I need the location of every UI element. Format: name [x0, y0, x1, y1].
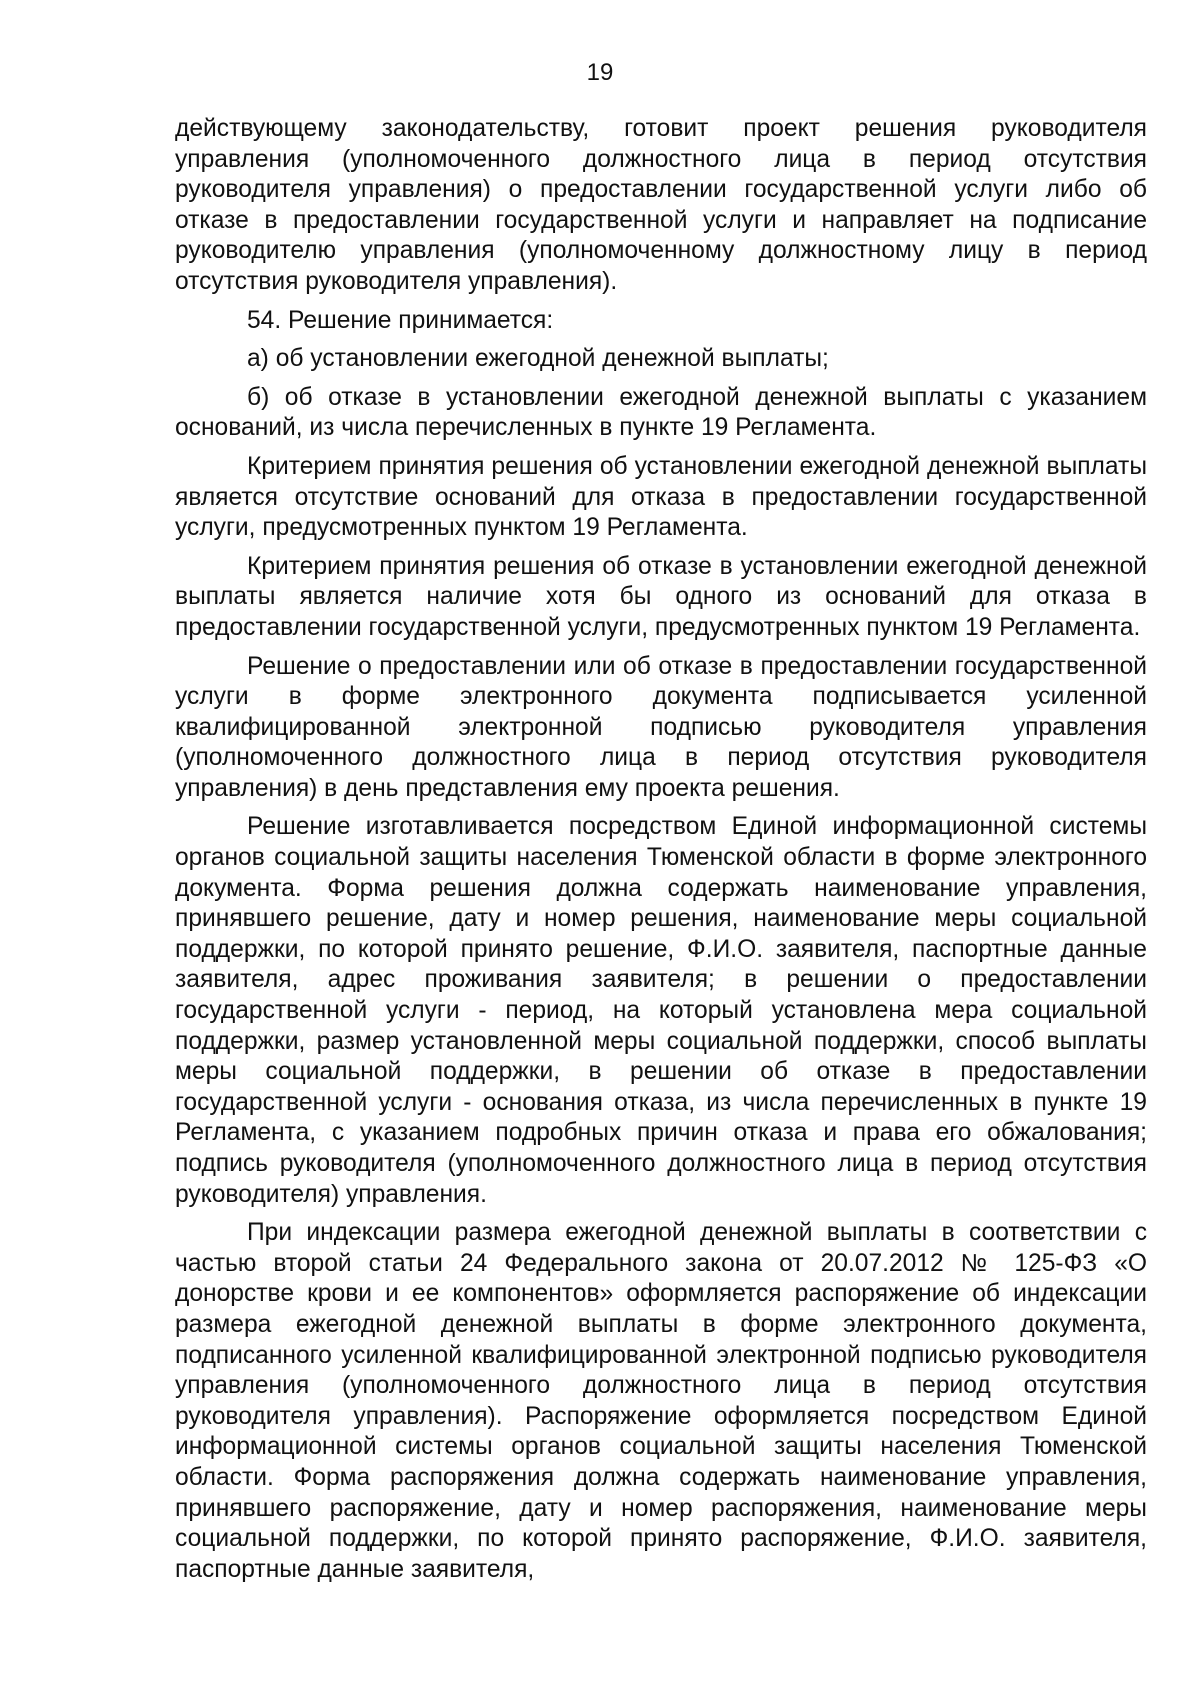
paragraph-criterion-refusal: Критерием принятия решения об отказе в установлении ежегодной денежной выплаты является наличие хотя бы одного из оснований для отказа в предоставлении государственной услуги, предусмотренных пунктом 19 Регламента.: [175, 552, 1147, 641]
paragraph-item-54: 54. Решение принимается:: [247, 306, 554, 334]
paragraph-subitem-a: а) об установлении ежегодной денежной выплаты;: [247, 345, 829, 373]
paragraph-subitem-b: б) об отказе в установлении ежегодной денежной выплаты с указанием оснований, из числа перечисленных в пункте 19 Регламента.: [175, 383, 1147, 442]
document-body: [175, 114, 1147, 1593]
paragraph-criterion-approval: Критерием принятия решения об установлении ежегодной денежной выплаты является отсутствие оснований для отказа в предоставлении государственной услуги, предусмотренных пунктом 19 Регламента.: [175, 452, 1147, 542]
paragraph-decision-form: Решение изготавливается посредством Единой информационной системы органов социальной защиты населения Тюменской области в форме электронного документа. Форма решения должна содержать наименование управления, принявшего решение, дату и номер решения, наименование меры социальной поддержки, по которой принято решение, Ф.И.О. заявителя, паспортные данные заявителя, адрес проживания заявителя; в решении о предоставлении государственной услуги - период, на который установлена мера социальной поддержки, размер установленной меры социальной поддержки, способ выплаты меры социальной поддержки, в решении об отказе в предоставлении государственной услуги - основания отказа, из числа перечисленных в пункте 19 Регламента, с указанием подробных причин отказа и права его обжалования; подпись руководителя (уполномоченного должностного лица в период отсутствия руководителя) управления.: [175, 813, 1147, 1208]
paragraph-continuation: действующему законодательству, готовит проект решения руководителя управления (уполномоченного должностного лица в период отсутствия руководителя управления) о предоставлении государственной услуги либо об отказе в предоставлении государственной услуги и направляет на подписание руководителю управления (уполномоченному должностному лицу в период отсутствия руководителя управления).: [175, 115, 1147, 295]
paragraph-indexation: При индексации размера ежегодной денежной выплаты в соответствии с частью второй статьи 24 Федерального закона от 20.07.2012 № 125-ФЗ «О донорстве крови и ее компонентов» оформляется распоряжение об индексации размера ежегодной денежной выплаты в форме электронного документа, подписанного усиленной квалифицированной электронной подписью руководителя управления (уполномоченного должностного лица в период отсутствия руководителя управления). Распоряжение оформляется посредством Единой информационной системы органов социальной защиты населения Тюменской области. Форма распоряжения должна содержать наименование управления, принявшего распоряжение, дату и номер распоряжения, наименование меры социальной поддержки, по которой принято распоряжение, Ф.И.О. заявителя, паспортные данные заявителя,: [175, 1219, 1147, 1583]
page-number: 19: [586, 59, 614, 86]
paragraph-signing: Решение о предоставлении или об отказе в предоставлении государственной услуги в форме электронного документа подписывается усиленной квалифицированной электронной подписью руководителя управления (уполномоченного должностного лица в период отсутствия руководителя управления) в день представления ему проекта решения.: [175, 652, 1147, 802]
